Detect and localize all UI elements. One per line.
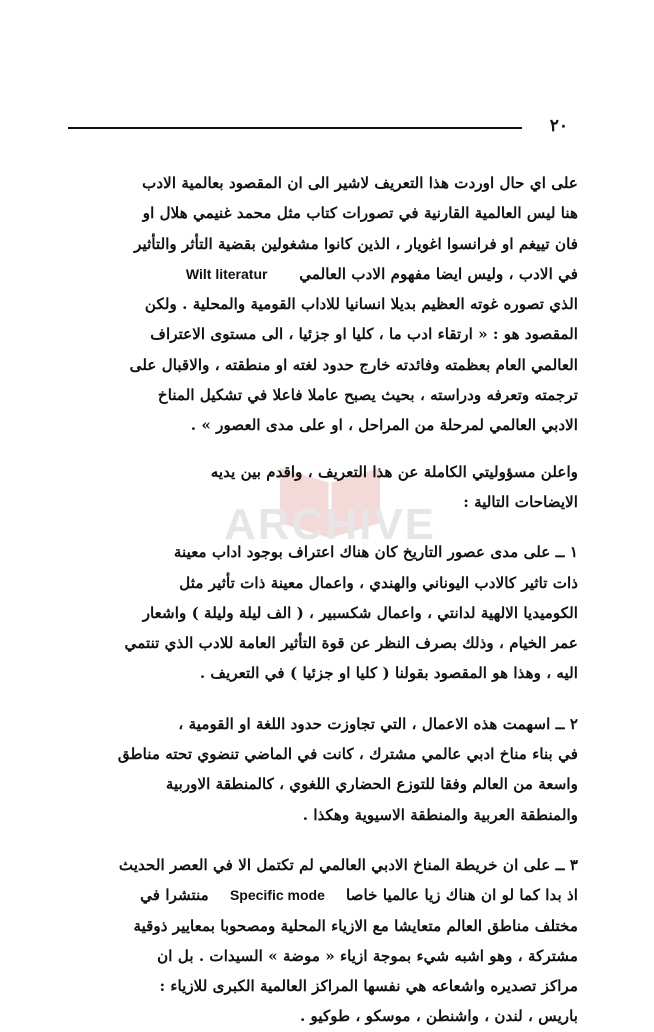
- text-line: باريس ، لندن ، واشنطن ، موسكو ، طوكيو .: [299, 1007, 578, 1026]
- text-line: [44, 259, 604, 289]
- text-line: والمنطقة العربية والمنطقة الاسيوية وهكذا .: [302, 805, 578, 824]
- text-line: [44, 880, 604, 910]
- text-line: ٢ ــ اسهمت هذه الاعمال ، التي تجاوزت حدود اللغة او القومية ،: [178, 714, 578, 733]
- text-line: في بناء مناخ ادبي عالمي مشترك ، كانت في الماضي تنضوي تحته مناطق: [117, 745, 578, 764]
- latin-term: Wilt literatur: [185, 265, 268, 282]
- text-line: ٣ ــ على ان خريطة المناخ الادبي العالمي لم تكتمل الا في العصر الحديث: [118, 855, 578, 874]
- text-line: الادبي العالمي لمرحلة من المراحل ، او على مدى العصور » .: [190, 416, 578, 435]
- paragraph-point-1: [44, 537, 604, 688]
- text-line: واسعة من العالم وفقا للتوزع الحضاري اللغوي ، كالمنطقة الاوربية: [165, 775, 578, 794]
- text-line: المقصود هو : « ارتقاء ادب ما ، كليا او جزئيا ، الى مستوى الاعتراف: [150, 325, 578, 344]
- paragraph-gap: [44, 830, 604, 850]
- text-line: مراكز تصديره واشعاعه هي نفسها المراكز العالمية الكبرى للازياء :: [159, 977, 578, 996]
- text-line: الايضاحات التالية :: [463, 492, 578, 511]
- text-line: ١ ــ على مدى عصور التاريخ كان هناك اعتراف بوجود اداب معينة: [173, 543, 578, 562]
- paragraph-gap: [44, 441, 604, 457]
- text-line: فان تييغم او فرانسوا اغويار ، الذين كانوا مشغولين بقضية التأثر والتأثير: [134, 234, 578, 253]
- latin-term: Specific mode: [229, 887, 325, 904]
- paragraph-point-2: [44, 709, 604, 830]
- text-line: واعلن مسؤوليتي الكاملة عن هذا التعريف ، واقدم بين يديه: [210, 462, 578, 481]
- text-line: الذي تصوره غوته العظيم بديلا انسانيا للاداب القومية والمحلية . ولكن: [144, 295, 578, 314]
- article-body: [44, 168, 604, 1032]
- text-line: ذات تاثير كالادب اليوناني والهندي ، واعمال معينة ذات تأثير مثل: [179, 573, 578, 592]
- paragraph-responsibility: [44, 457, 604, 518]
- text-line: ترجمته وتعرفه ودراسته ، بحيث يصبح عاملا فاعلا في تشكيل المناخ: [157, 386, 578, 405]
- page-number: ٢٠: [549, 116, 568, 136]
- text-line: اليه ، وهذا هو المقصود بقولنا ( كليا او جزئيا ) في التعريف .: [199, 664, 578, 683]
- header-rule: [68, 127, 522, 129]
- line-text: في الادب ، وليس ايضا مفهوم الادب العالمي: [299, 264, 578, 283]
- line-tail: منتشرا في: [140, 886, 209, 905]
- paragraph-definition: [44, 168, 604, 441]
- paragraph-gap: [44, 517, 604, 537]
- text-line: مختلف مناطق العالم متعايشا مع الازياء المحلية ومصحوبا بمعايير ذوقية: [133, 916, 578, 935]
- text-line: عمر الخيام ، وذلك بصرف النظر عن قوة التأثير العامة للادب الذي تنتمي: [124, 634, 578, 653]
- text-line: على اي حال اوردت هذا التعريف لاشير الى ان المقصود بعالمية الادب: [142, 174, 578, 192]
- text-line: مشتركة ، وهو اشبه شيء بموجة ازياء « موضة » السيدات . بل ان: [157, 946, 578, 965]
- paragraph-gap: [44, 689, 604, 709]
- line-text: اذ بدا كما لو ان هناك زيا عالميا خاصا: [346, 886, 578, 905]
- text-line: الكوميديا الالهية لدانتي ، واعمال شكسبير ، ( الف ليلة وليلة ) واشعار: [142, 603, 578, 622]
- text-line: هنا ليس العالمية القارنية في تصورات كتاب مثل محمد غنيمي هلال او: [142, 204, 578, 223]
- page-header: [68, 116, 568, 146]
- paragraph-point-3: [44, 850, 604, 1032]
- text-line: العالمي العام بعظمته وفائدته خارج حدود لغته او منطقته ، والاقبال على: [129, 355, 578, 374]
- watermark-text: ARCHIVE: [224, 500, 437, 549]
